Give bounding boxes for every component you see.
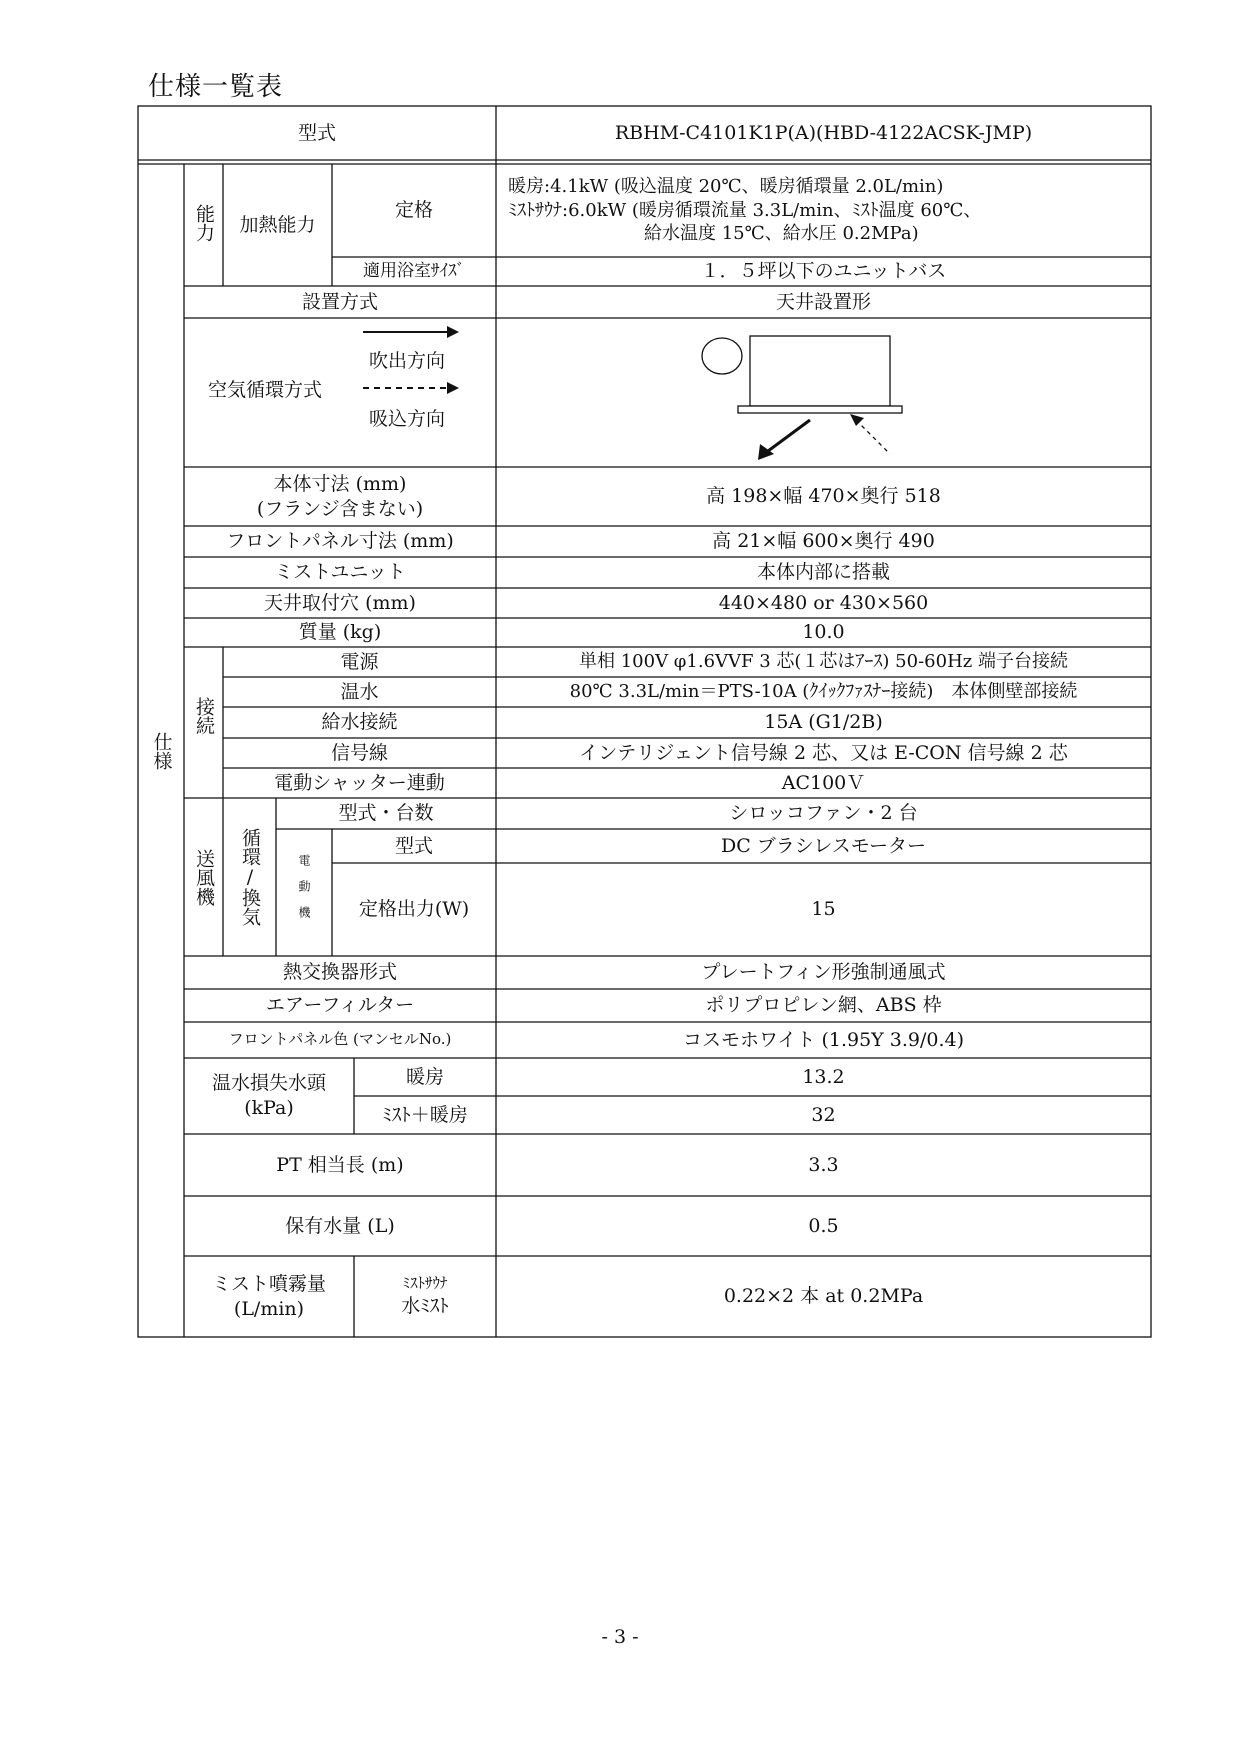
motor-label-text: 電動機 — [297, 853, 311, 932]
panel-dimensions-value: 高 21×幅 600×奥行 490 — [712, 530, 935, 553]
fan-group-label — [184, 798, 223, 956]
motor-output-value: 15 — [811, 898, 836, 921]
unit-airflow-diagram — [690, 328, 920, 464]
mist-spray-line-1: ミスト噴霧量 — [211, 1272, 326, 1295]
rated-line-1: 暖房:4.1kW (吸込温度 20℃、暖房循環量 2.0L/min) — [508, 176, 944, 198]
mist-spray-mode-label — [354, 1256, 496, 1337]
mist-spray-label — [184, 1256, 354, 1337]
head-loss-label — [184, 1058, 354, 1134]
pt-length-label: PT 相当長 (m) — [276, 1153, 404, 1176]
head-loss-heating-value: 13.2 — [802, 1065, 845, 1088]
install-label: 設置方式 — [301, 290, 378, 313]
heating-capacity-label: 加熱能力 — [239, 213, 316, 236]
rated-line-2: ﾐｽﾄｻｳﾅ:6.0kW (暖房循環流量 3.3L/min、ﾐｽﾄ温度 60℃、 — [508, 199, 982, 221]
water-volume-label: 保有水量 (L) — [285, 1214, 395, 1237]
pt-length-value: 3.3 — [808, 1153, 839, 1176]
spec-side-label-text: 仕様 — [150, 731, 173, 770]
power-value: 単相 100V φ1.6VVF 3 芯(１芯はｱｰｽ) 50-60Hz 端子台接続 — [579, 651, 1068, 673]
head-loss-mist-label: ﾐｽﾄ＋暖房 — [382, 1103, 468, 1126]
mist-spray-mode-line-1: ﾐｽﾄｻｳﾅ — [402, 1274, 448, 1293]
water-volume-value: 0.5 — [808, 1214, 839, 1237]
shutter-link-value: AC100Ｖ — [781, 771, 866, 794]
mist-spray-mode-line-2: 水ﾐｽﾄ — [401, 1294, 449, 1317]
heat-exchanger-label: 熱交換器形式 — [282, 961, 397, 984]
fan-sub-text: 循環/換気 — [239, 828, 261, 926]
motor-type-label: 型式 — [394, 834, 433, 857]
water-supply-value: 15A (G1/2B) — [764, 711, 883, 734]
motor-type-value: DC ブラシレスモーター — [720, 834, 926, 857]
mist-spray-value: 0.22×2 本 at 0.2MPa — [723, 1285, 924, 1308]
fan-type-count-label: 型式・台数 — [338, 802, 434, 825]
air-filter-value: ポリプロピレン網、ABS 枠 — [705, 994, 942, 1017]
mist-spray-line-2: (L/min) — [233, 1297, 305, 1320]
motor-label — [276, 829, 332, 956]
capacity-group-label — [184, 164, 223, 286]
capacity-group-text: 能力 — [193, 204, 215, 242]
mass-label: 質量 (kg) — [298, 621, 382, 644]
mass-value: 10.0 — [802, 621, 845, 644]
bath-size-value: １．５坪以下のユニットバス — [700, 260, 947, 283]
hot-water-value: 80℃ 3.3L/min＝PTS-10A (ｸｲｯｸﾌｧｽﾅｰ接続) 本体側壁部接続 — [569, 681, 1078, 703]
shutter-link-label: 電動シャッター連動 — [274, 771, 445, 794]
air-circulation-label: 空気循環方式 — [207, 378, 322, 401]
outlet-direction-label: 吹出方向 — [368, 349, 445, 372]
motor-output-label: 定格出力(W) — [358, 898, 470, 921]
model-number: RBHM-C4101K1P(A)(HBD-4122ACSK-JMP) — [614, 121, 1033, 144]
body-dimensions-value: 高 198×幅 470×奥行 518 — [706, 485, 941, 508]
model-header-label: 型式 — [297, 121, 336, 144]
spec-side-label — [138, 164, 184, 1337]
install-value: 天井設置形 — [775, 290, 871, 313]
hot-water-label: 温水 — [340, 680, 379, 703]
page-number: - 3 - — [601, 1626, 639, 1648]
rated-line-3: 給水温度 15℃、給水圧 0.2MPa) — [644, 223, 919, 245]
mist-unit-value: 本体内部に搭載 — [756, 561, 890, 584]
heat-exchanger-value: プレートフィン形強制通風式 — [701, 961, 946, 984]
fan-group-text: 送風機 — [193, 848, 215, 906]
head-loss-mist-value: 32 — [811, 1103, 836, 1126]
water-supply-label: 給水接続 — [321, 711, 398, 734]
panel-color-value: コスモホワイト (1.95Y 3.9/0.4) — [682, 1028, 965, 1051]
body-dimensions-line-1: 本体寸法 (mm) — [273, 472, 407, 495]
signal-line-label: 信号線 — [330, 741, 388, 764]
body-dimensions-line-2: (フランジ含まない) — [256, 497, 424, 520]
head-loss-heating-label: 暖房 — [405, 1065, 444, 1088]
air-filter-label: エアーフィルター — [265, 994, 415, 1017]
head-loss-line-2: (kPa) — [244, 1097, 294, 1119]
mist-unit-label: ミストユニット — [274, 561, 406, 584]
ceiling-hole-label: 天井取付穴 (mm) — [264, 591, 416, 614]
page-title: 仕様一覧表 — [148, 72, 284, 102]
connection-group-label — [184, 647, 223, 798]
power-label: 電源 — [340, 650, 379, 673]
inlet-direction-label: 吸込方向 — [368, 407, 445, 430]
panel-dimensions-label: フロントパネル寸法 (mm) — [226, 530, 454, 553]
fan-type-count-value: シロッコファン・2 台 — [729, 802, 918, 825]
signal-line-value: インテリジェント信号線 2 芯、又は E-CON 信号線 2 芯 — [579, 741, 1068, 764]
head-loss-line-1: 温水損失水頭 — [211, 1072, 326, 1095]
panel-color-label: フロントパネル色 (マンセルNo.) — [228, 1030, 452, 1049]
ceiling-hole-value: 440×480 or 430×560 — [718, 591, 929, 614]
rated-value — [496, 164, 1151, 257]
connection-group-text: 接続 — [193, 697, 215, 735]
body-dimensions-label — [184, 467, 496, 526]
bath-size-label: 適用浴室ｻｲｽﾞ — [363, 261, 465, 282]
rated-label: 定格 — [394, 199, 433, 222]
fan-sub-label — [223, 798, 276, 956]
